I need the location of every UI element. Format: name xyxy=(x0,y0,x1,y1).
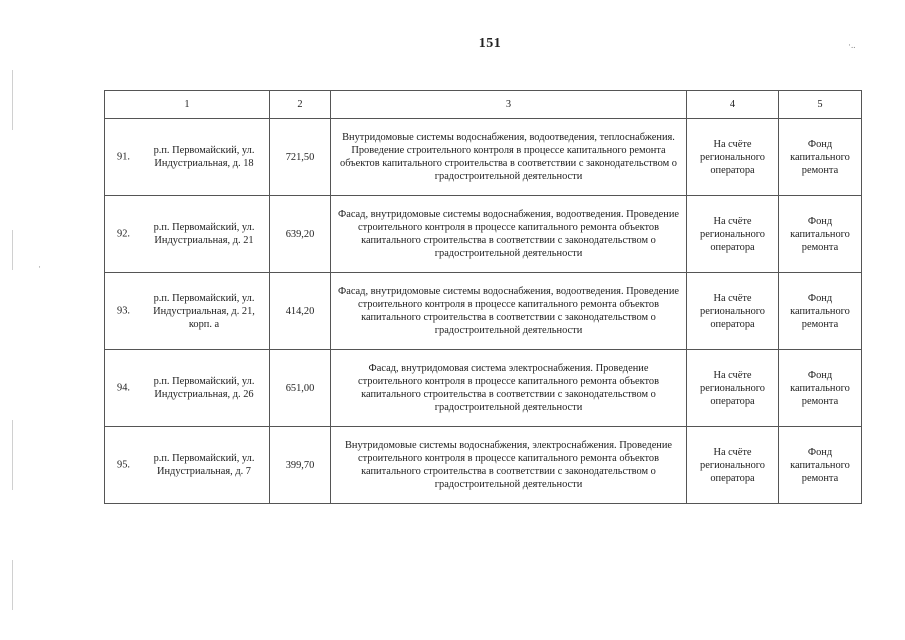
row-number: 94. xyxy=(117,382,130,394)
table-row xyxy=(105,273,862,350)
table-row xyxy=(105,196,862,273)
address-cell xyxy=(105,273,270,350)
fund-cell: Фонд капитального ремонта xyxy=(779,427,862,504)
scan-margin-line xyxy=(12,230,13,270)
works-cell: Фасад, внутридомовые системы водоснабжения, водоотведения. Проведение строительного контроля в процессе капитального ремонта объектов капитального строительства в соответствии с законодательством о градостроительной деятельности xyxy=(331,273,687,350)
address-cell xyxy=(105,119,270,196)
fund-cell: Фонд капитального ремонта xyxy=(779,119,862,196)
area-cell: 651,00 xyxy=(270,350,331,427)
row-number: 91. xyxy=(117,151,130,163)
row-number: 95. xyxy=(117,459,130,471)
row-number: 93. xyxy=(117,305,130,317)
area-cell: 639,20 xyxy=(270,196,331,273)
account-cell: На счёте регионального оператора xyxy=(687,196,779,273)
building-address: р.п. Первомайский, ул. Индустриальная, д. 21, корп. а xyxy=(153,292,255,330)
table-row xyxy=(105,350,862,427)
fund-cell: Фонд капитального ремонта xyxy=(779,273,862,350)
building-address: р.п. Первомайский, ул. Индустриальная, д. 26 xyxy=(153,376,255,400)
column-header: 4 xyxy=(687,91,779,119)
scan-margin-line xyxy=(12,420,13,490)
account-cell: На счёте регионального оператора xyxy=(687,119,779,196)
works-cell: Внутридомовые системы водоснабжения, электроснабжения. Проведение строительного контроля в процессе капитального ремонта объектов капитального строительства в соответствии с законодательством о градостроительной деятельности xyxy=(331,427,687,504)
building-address: р.п. Первомайский, ул. Индустриальная, д. 21 xyxy=(153,222,255,246)
column-header: 5 xyxy=(779,91,862,119)
area-cell: 414,20 xyxy=(270,273,331,350)
area-cell: 721,50 xyxy=(270,119,331,196)
fund-cell: Фонд капитального ремонта xyxy=(779,196,862,273)
fund-cell: Фонд капитального ремонта xyxy=(779,350,862,427)
column-header: 2 xyxy=(270,91,331,119)
column-header: 3 xyxy=(331,91,687,119)
row-number: 92. xyxy=(117,228,130,240)
page-number: 151 xyxy=(478,36,502,51)
address-cell xyxy=(105,427,270,504)
scan-speck: · xyxy=(38,262,41,272)
scan-margin-line xyxy=(12,560,13,610)
works-cell: Фасад, внутридомовые системы водоснабжения, водоотведения. Проведение строительного контроля в процессе капитального ремонта объектов капитального строительства в соответствии с законодательством о градостроительной деятельности xyxy=(331,196,687,273)
column-header: 1 xyxy=(105,91,270,119)
account-cell: На счёте регионального оператора xyxy=(687,350,779,427)
works-cell: Фасад, внутридомовая система электроснабжения. Проведение строительного контроля в процессе капитального ремонта объектов капитального строительства в соответствии с законодательством о градостроительной деятельности xyxy=(331,350,687,427)
table-row xyxy=(105,427,862,504)
area-cell: 399,70 xyxy=(270,427,331,504)
scan-margin-line xyxy=(12,70,13,130)
works-cell: Внутридомовые системы водоснабжения, водоотведения, теплоснабжения. Проведение строительного контроля в процессе капитального ремонта объектов капитального строительства в соответствии с законодательством о градостроительной деятельности xyxy=(331,119,687,196)
scan-speck: ·.. xyxy=(848,40,856,50)
building-address: р.п. Первомайский, ул. Индустриальная, д. 7 xyxy=(153,453,255,477)
capital-repair-table xyxy=(104,90,862,504)
table-row xyxy=(105,119,862,196)
address-cell xyxy=(105,350,270,427)
address-cell xyxy=(105,196,270,273)
building-address: р.п. Первомайский, ул. Индустриальная, д. 18 xyxy=(153,145,255,169)
account-cell: На счёте регионального оператора xyxy=(687,273,779,350)
account-cell: На счёте регионального оператора xyxy=(687,427,779,504)
table-header-row xyxy=(105,91,862,119)
